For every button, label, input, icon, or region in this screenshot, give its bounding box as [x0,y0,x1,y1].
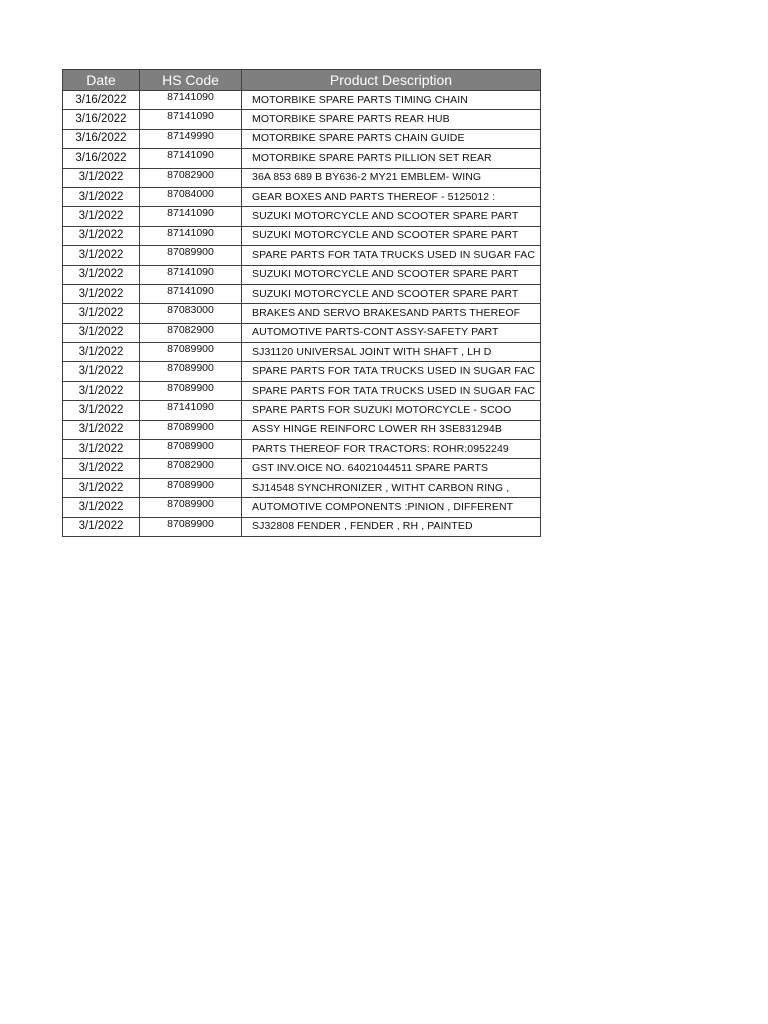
date-cell: 3/1/2022 [63,207,140,226]
date-cell: 3/1/2022 [63,168,140,187]
hs-code-cell: 87089900 [140,420,242,439]
spreadsheet-table-container [62,69,540,537]
date-cell: 3/1/2022 [63,226,140,245]
table-row [63,226,541,245]
hs-code-cell: 87141090 [140,110,242,129]
description-cell: MOTORBIKE SPARE PARTS REAR HUB [242,110,541,129]
table-row [63,478,541,497]
date-cell: 3/1/2022 [63,517,140,536]
description-cell: SPARE PARTS FOR TATA TRUCKS USED IN SUGAR FAC [242,381,541,400]
hs-code-cell: 87089900 [140,440,242,459]
date-cell: 3/1/2022 [63,478,140,497]
table-row [63,498,541,517]
hs-code-cell: 87082900 [140,168,242,187]
hs-code-cell: 87082900 [140,323,242,342]
description-cell: SPARE PARTS FOR TATA TRUCKS USED IN SUGAR FAC [242,362,541,381]
table-row [63,362,541,381]
description-cell: SPARE PARTS FOR TATA TRUCKS USED IN SUGAR FAC [242,246,541,265]
header-product-description: Product Description [242,70,541,91]
date-cell: 3/1/2022 [63,265,140,284]
date-cell: 3/1/2022 [63,246,140,265]
table-row [63,129,541,148]
description-cell: BRAKES AND SERVO BRAKESAND PARTS THEREOF [242,304,541,323]
table-row [63,381,541,400]
hs-code-cell: 87089900 [140,498,242,517]
date-cell: 3/1/2022 [63,284,140,303]
description-cell: MOTORBIKE SPARE PARTS CHAIN GUIDE [242,129,541,148]
description-cell: 36A 853 689 B BY636-2 MY21 EMBLEM- WING [242,168,541,187]
table-row [63,304,541,323]
hs-code-cell: 87141090 [140,149,242,168]
description-cell: AUTOMOTIVE COMPONENTS :PINION , DIFFERENT [242,498,541,517]
date-cell: 3/16/2022 [63,129,140,148]
table-row [63,517,541,536]
description-cell: SUZUKI MOTORCYCLE AND SCOOTER SPARE PART [242,265,541,284]
date-cell: 3/1/2022 [63,381,140,400]
hs-code-cell: 87089900 [140,478,242,497]
hs-code-cell: 87141090 [140,401,242,420]
date-cell: 3/1/2022 [63,362,140,381]
table-row [63,110,541,129]
description-cell: SUZUKI MOTORCYCLE AND SCOOTER SPARE PART [242,207,541,226]
date-cell: 3/1/2022 [63,459,140,478]
table-header [63,70,541,91]
product-table [62,69,541,537]
table-row [63,440,541,459]
date-cell: 3/1/2022 [63,420,140,439]
date-cell: 3/1/2022 [63,343,140,362]
description-cell: AUTOMOTIVE PARTS-CONT ASSY-SAFETY PART [242,323,541,342]
date-cell: 3/1/2022 [63,187,140,206]
description-cell: ASSY HINGE REINFORC LOWER RH 3SE831294B [242,420,541,439]
description-cell: SJ14548 SYNCHRONIZER , WITHT CARBON RING , [242,478,541,497]
table-row [63,187,541,206]
table-row [63,168,541,187]
hs-code-cell: 87089900 [140,246,242,265]
header-date: Date [63,70,140,91]
date-cell: 3/1/2022 [63,498,140,517]
description-cell: SUZUKI MOTORCYCLE AND SCOOTER SPARE PART [242,226,541,245]
description-cell: MOTORBIKE SPARE PARTS PILLION SET REAR [242,149,541,168]
table-row [63,420,541,439]
hs-code-cell: 87141090 [140,226,242,245]
table-row [63,459,541,478]
description-cell: GST INV.OICE NO. 64021044511 SPARE PARTS [242,459,541,478]
hs-code-cell: 87089900 [140,343,242,362]
table-row [63,323,541,342]
description-cell: GEAR BOXES AND PARTS THEREOF - 5125012 : [242,187,541,206]
date-cell: 3/16/2022 [63,110,140,129]
table-row [63,284,541,303]
table-row [63,343,541,362]
description-cell: SJ32808 FENDER , FENDER , RH , PAINTED [242,517,541,536]
description-cell: SPARE PARTS FOR SUZUKI MOTORCYCLE - SCOO [242,401,541,420]
header-hs-code: HS Code [140,70,242,91]
description-cell: MOTORBIKE SPARE PARTS TIMING CHAIN [242,91,541,110]
description-cell: SUZUKI MOTORCYCLE AND SCOOTER SPARE PART [242,284,541,303]
hs-code-cell: 87141090 [140,284,242,303]
hs-code-cell: 87141090 [140,207,242,226]
table-body [63,91,541,537]
date-cell: 3/1/2022 [63,440,140,459]
date-cell: 3/16/2022 [63,149,140,168]
date-cell: 3/1/2022 [63,304,140,323]
hs-code-cell: 87089900 [140,517,242,536]
hs-code-cell: 87149990 [140,129,242,148]
hs-code-cell: 87089900 [140,381,242,400]
table-row [63,246,541,265]
hs-code-cell: 87089900 [140,362,242,381]
description-cell: SJ31120 UNIVERSAL JOINT WITH SHAFT , LH D [242,343,541,362]
table-row [63,265,541,284]
header-row [63,70,541,91]
description-cell: PARTS THEREOF FOR TRACTORS: ROHR:0952249 [242,440,541,459]
hs-code-cell: 87084000 [140,187,242,206]
hs-code-cell: 87141090 [140,91,242,110]
table-row [63,401,541,420]
table-row [63,91,541,110]
date-cell: 3/1/2022 [63,323,140,342]
table-row [63,207,541,226]
date-cell: 3/16/2022 [63,91,140,110]
hs-code-cell: 87141090 [140,265,242,284]
date-cell: 3/1/2022 [63,401,140,420]
hs-code-cell: 87083000 [140,304,242,323]
table-row [63,149,541,168]
hs-code-cell: 87082900 [140,459,242,478]
